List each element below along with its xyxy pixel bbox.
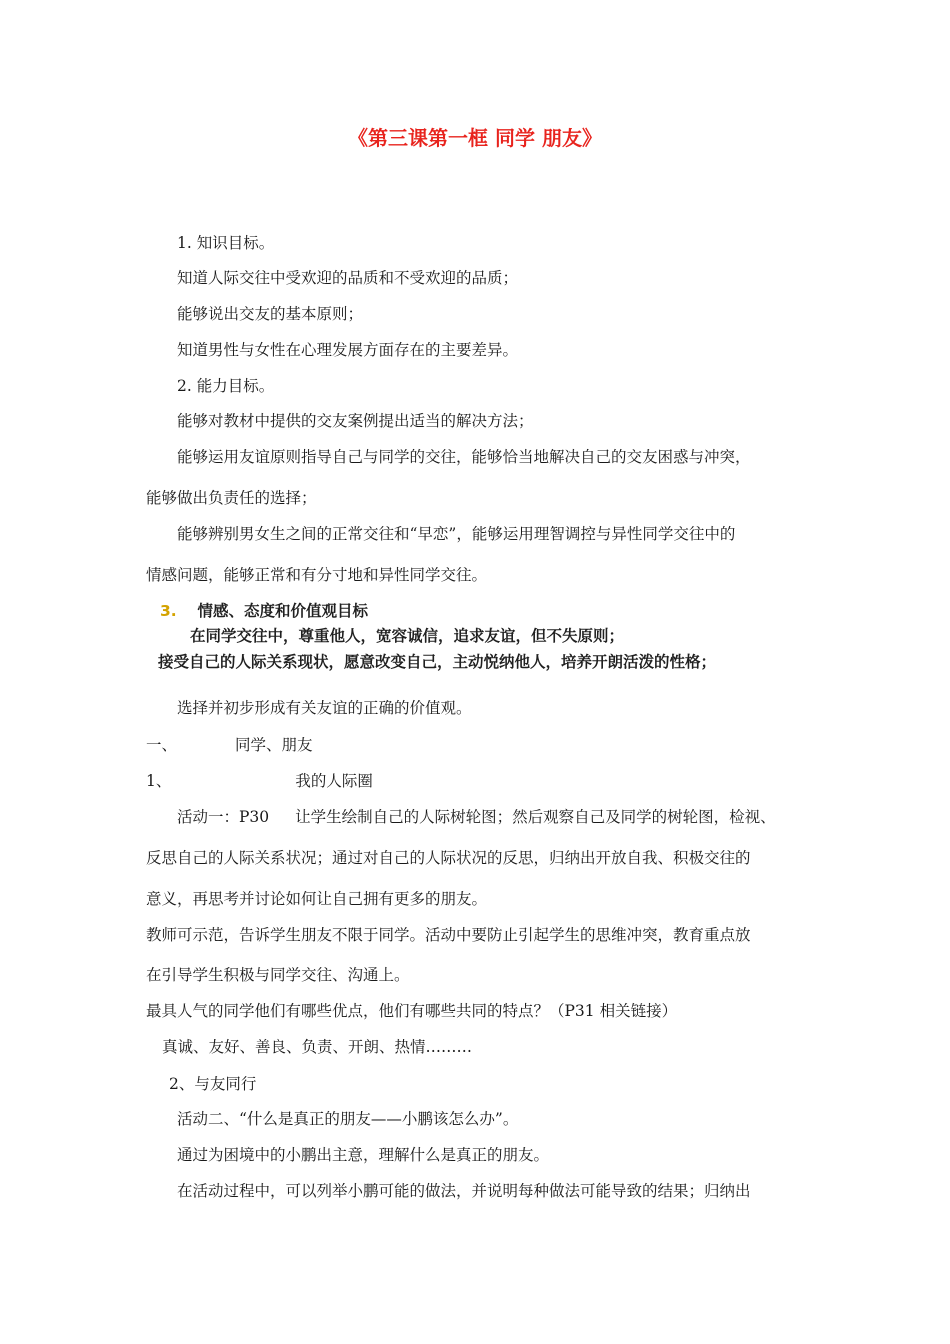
- knowledge-goal-item: 知道男性与女性在心理发展方面存在的主要差异。: [177, 341, 519, 359]
- subsection-number: 1、: [146, 772, 172, 790]
- knowledge-goal-heading: 1. 知识目标。: [177, 234, 275, 252]
- activity-one-text: 让学生绘制自己的人际树轮图；然后观察自己及同学的树轮图，检视、: [295, 808, 776, 826]
- value-goal-line: 选择并初步形成有关友谊的正确的价值观。: [177, 699, 472, 717]
- activity-one-label: 活动一：P30: [177, 808, 270, 826]
- subsection-two-heading: 2、与友同行: [169, 1075, 257, 1093]
- activity-one-line: [177, 805, 776, 827]
- discussion-question: 最具人气的同学他们有哪些优点，他们有哪些共同的特点？（P31 相关链接）: [146, 1002, 678, 1020]
- emotion-goal-number: 3.: [160, 602, 177, 620]
- ability-goal-item: 能够运用友谊原则指导自己与同学的交往，能够恰当地解决自己的交友困惑与冲突，: [177, 448, 751, 466]
- activity-two-title: 活动二、“什么是真正的朋友——小鹏该怎么办”。: [177, 1110, 519, 1128]
- activity-one-text: 反思自己的人际关系状况；通过对自己的人际状况的反思，归纳出开放自我、积极交往的: [146, 849, 751, 867]
- section-title: 同学、朋友: [235, 736, 313, 754]
- activity-two-text: 通过为困境中的小鹏出主意，理解什么是真正的朋友。: [177, 1146, 550, 1164]
- ability-goal-item: 能够辨别男女生之间的正常交往和“早恋”，能够运用理智调控与异性同学交往中的: [177, 525, 736, 543]
- discussion-answer: 真诚、友好、善良、负责、开朗、热情………: [162, 1038, 473, 1056]
- emotion-goal-item: 接受自己的人际关系现状，愿意改变自己，主动悦纳他人，培养开朗活泼的性格；: [158, 653, 717, 671]
- emotion-goal-item: 在同学交往中，尊重他人，宽容诚信，追求友谊，但不失原则；: [190, 627, 625, 645]
- section-heading: [146, 733, 313, 755]
- activity-one-text: 意义，再思考并讨论如何让自己拥有更多的朋友。: [146, 890, 488, 908]
- knowledge-goal-item: 知道人际交往中受欢迎的品质和不受欢迎的品质；: [177, 269, 519, 287]
- knowledge-goal-item: 能够说出交友的基本原则；: [177, 305, 364, 323]
- activity-two-text: 在活动过程中，可以列举小鹏可能的做法，并说明每种做法可能导致的结果；归纳出: [177, 1182, 751, 1200]
- subsection-title: 我的人际圈: [295, 772, 373, 790]
- ability-goal-item: 能够对教材中提供的交友案例提出适当的解决方法；: [177, 412, 534, 430]
- section-number: 一、: [146, 736, 178, 754]
- teacher-note-line: 在引导学生积极与同学交往、沟通上。: [146, 966, 410, 984]
- emotion-goal-heading: [160, 599, 368, 621]
- teacher-note-line: 教师可示范，告诉学生朋友不限于同学。活动中要防止引起学生的思维冲突，教育重点放: [146, 926, 751, 944]
- document-title: 《第三课第一框 同学 朋友》: [348, 126, 602, 150]
- subsection-heading: [146, 769, 373, 791]
- ability-goal-item: 情感问题，能够正常和有分寸地和异性同学交往。: [146, 566, 488, 584]
- ability-goal-item: 能够做出负责任的选择；: [146, 489, 317, 507]
- ability-goal-heading: 2. 能力目标。: [177, 377, 275, 395]
- emotion-goal-heading-text: 情感、态度和价值观目标: [197, 602, 369, 620]
